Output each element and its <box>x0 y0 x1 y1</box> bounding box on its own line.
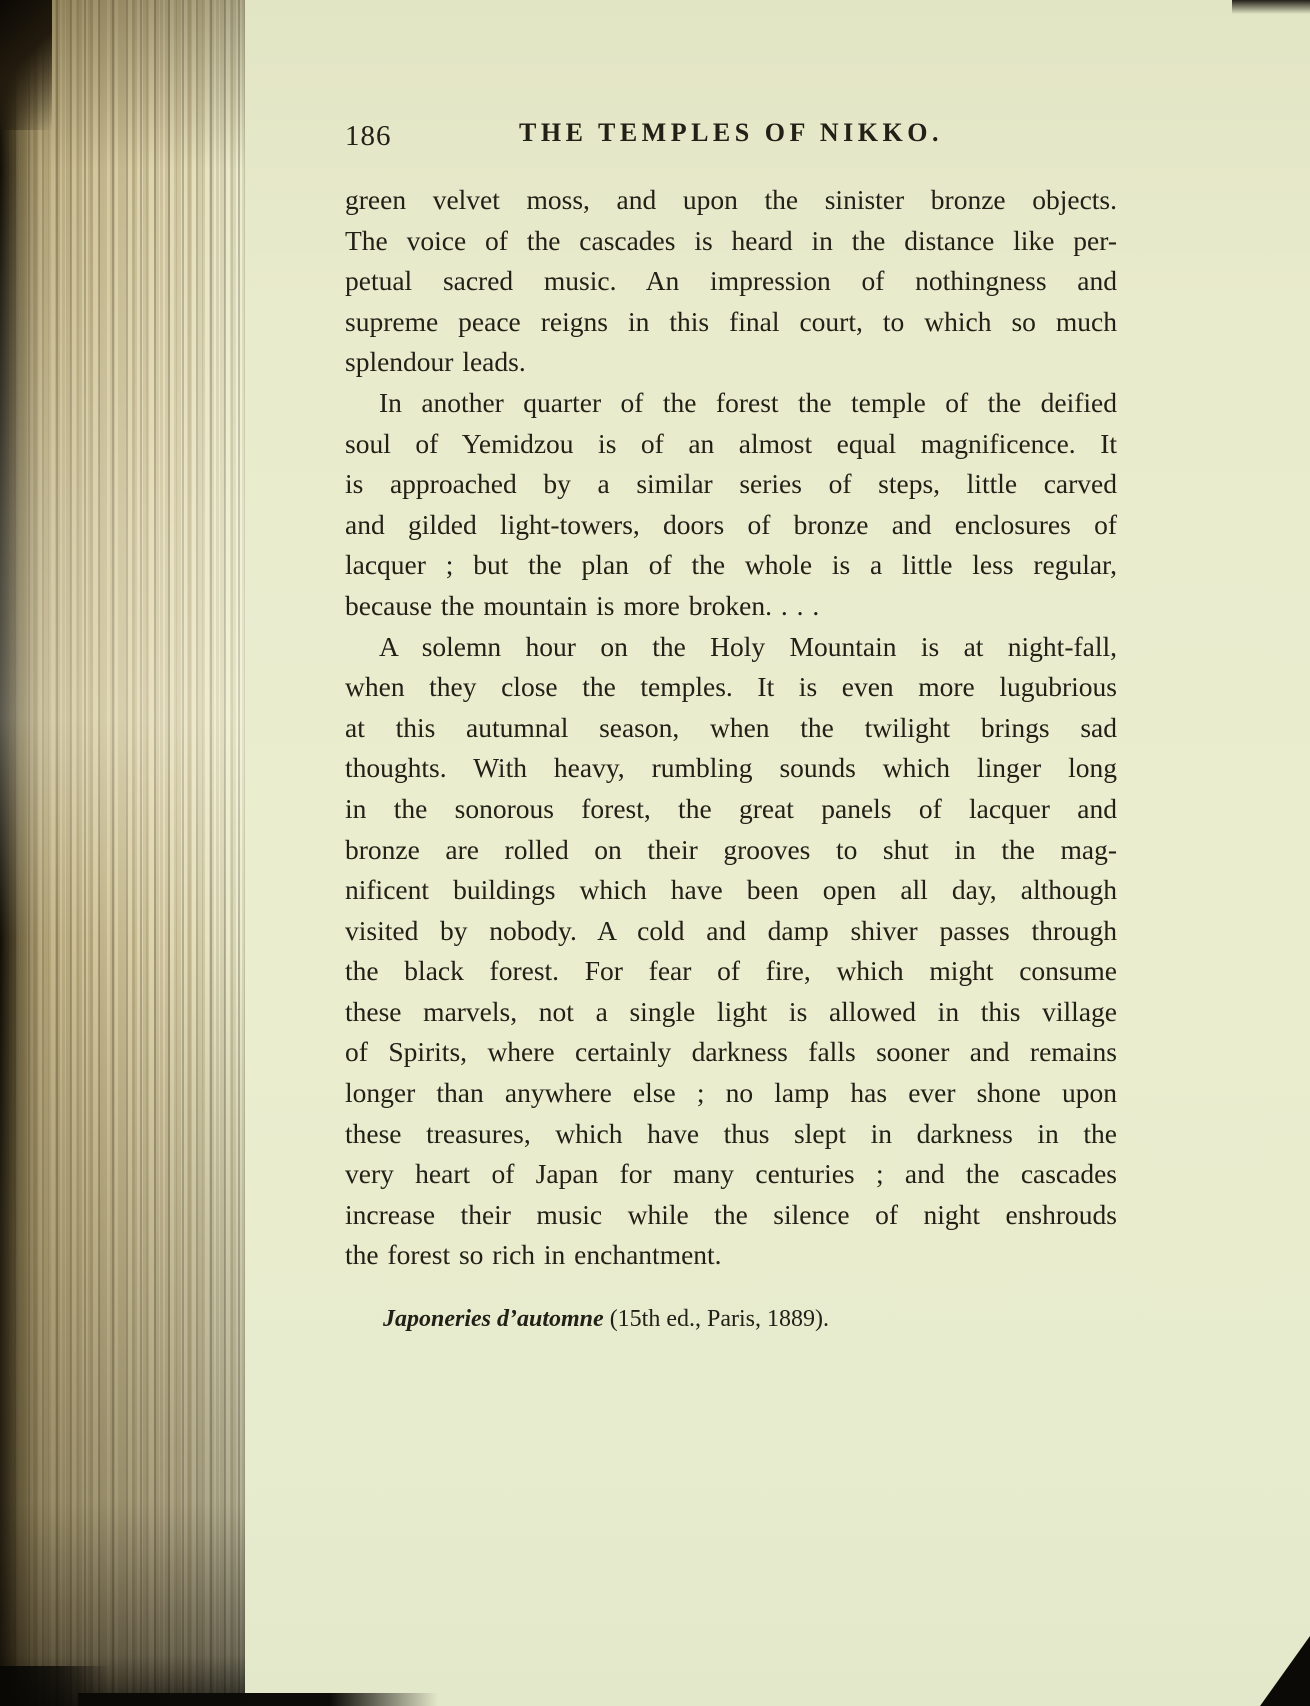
paragraph <box>345 383 1117 627</box>
text-line: of Spirits, where certainly darkness falls sooner and remains <box>345 1036 1117 1068</box>
text-line: green velvet moss, and upon the sinister bronze objects. <box>345 184 1117 215</box>
running-title: THE TEMPLES OF NIKKO. <box>519 118 943 147</box>
text-line: longer than anywhere else ; no lamp has ever shone upon <box>345 1077 1117 1109</box>
citation-title: Japoneries d’automne <box>383 1306 604 1333</box>
citation-detail: (15th ed., Paris, 1889). <box>603 1306 829 1333</box>
page-number: 186 <box>345 120 392 152</box>
text-line: splendour leads. <box>345 346 526 378</box>
text-line: very heart of Japan for many centuries ; and the cascades <box>345 1158 1117 1190</box>
text-line: these treasures, which have thus slept in darkness in the <box>345 1117 1117 1149</box>
text-line: the black forest. For fear of fire, which might consume <box>345 955 1117 987</box>
citation <box>345 1302 1117 1336</box>
text-line: The voice of the cascades is heard in the distance like per- <box>345 224 1117 256</box>
text-line: at this autumnal season, when the twilight brings sad <box>345 711 1117 743</box>
text-line: In another quarter of the forest the temple of the deified <box>379 386 1117 418</box>
text-line: visited by nobody. A cold and damp shiver passes through <box>345 914 1117 946</box>
text-line: thoughts. With heavy, rumbling sounds which linger long <box>345 752 1117 784</box>
text-line: is approached by a similar series of steps, little carved <box>345 468 1117 500</box>
paragraph <box>345 627 1117 1277</box>
text-line: because the mountain is more broken. . . . <box>345 589 820 621</box>
printed-text-block <box>345 118 1117 1336</box>
text-line: when they close the temples. It is even more lugubrious <box>345 671 1117 703</box>
text-line: bronze are rolled on their grooves to shut in the mag- <box>345 833 1117 865</box>
text-line: soul of Yemidzou is of an almost equal magnificence. It <box>345 427 1117 459</box>
text-line: nificent buildings which have been open all day, although <box>345 874 1117 906</box>
text-line: petual sacred music. An impression of nothingness and <box>345 265 1117 297</box>
body-paragraphs <box>345 180 1117 1276</box>
text-line: in the sonorous forest, the great panels of lacquer and <box>345 792 1117 824</box>
text-line: A solemn hour on the Holy Mountain is at night-fall, <box>379 630 1117 662</box>
paragraph <box>345 180 1117 383</box>
text-line: these marvels, not a single light is allowed in this village <box>345 995 1117 1027</box>
text-line: and gilded light-towers, doors of bronze and enclosures of <box>345 508 1117 540</box>
text-line: the forest so rich in enchantment. <box>345 1239 722 1271</box>
text-line: supreme peace reigns in this final court, to which so much <box>345 305 1117 337</box>
text-line: increase their music while the silence of night enshrouds <box>345 1198 1117 1230</box>
text-line: lacquer ; but the plan of the whole is a little less regular, <box>345 549 1117 581</box>
page-header <box>345 118 1117 160</box>
